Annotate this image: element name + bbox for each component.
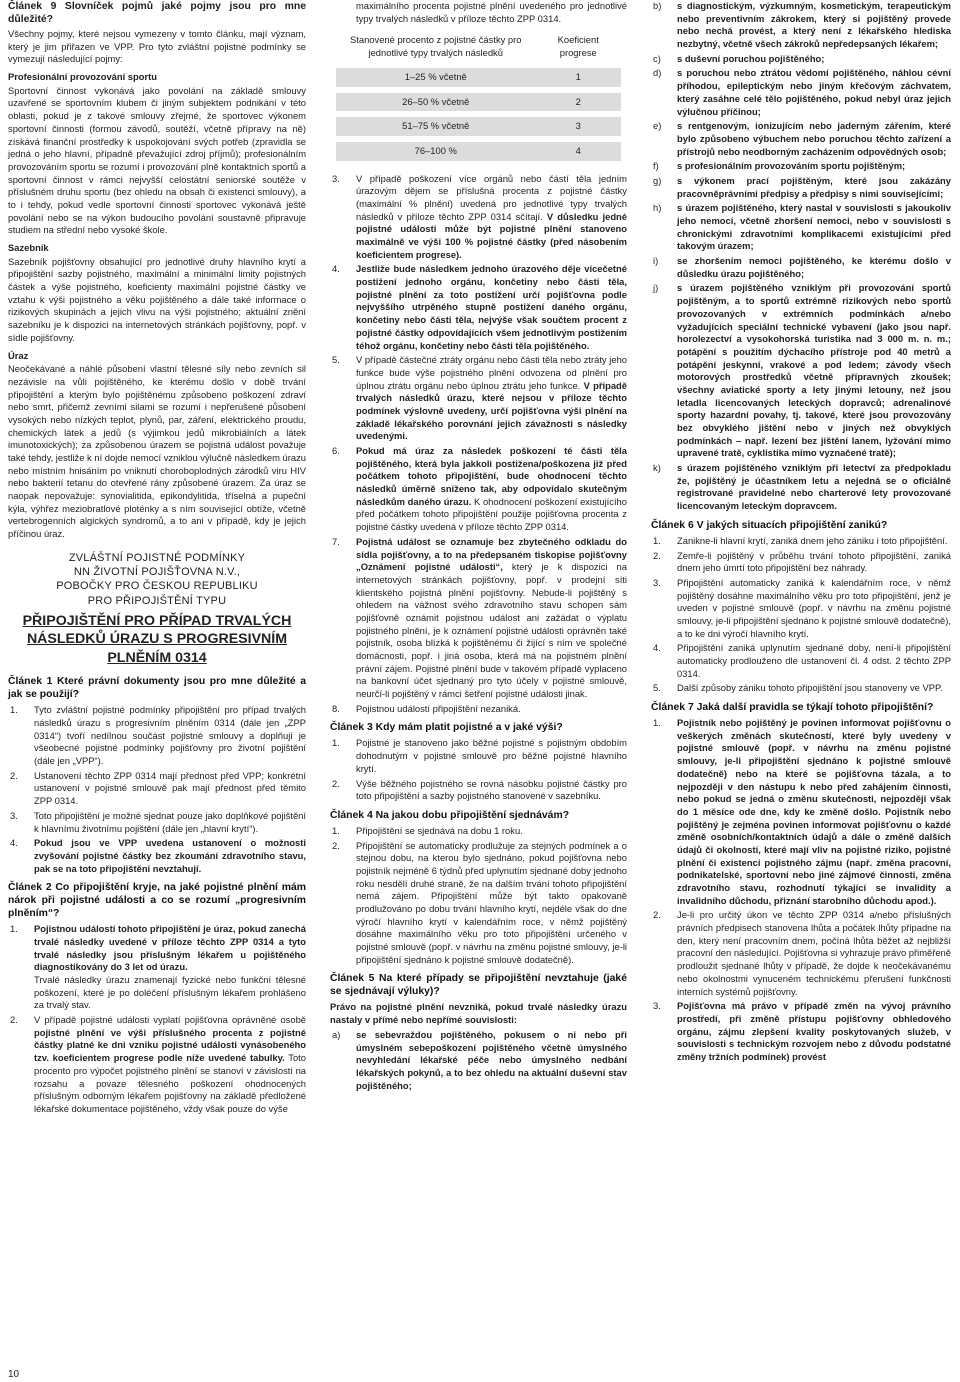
list-item: 2. Je-li pro určitý úkon ve těchto ZPP 0314 a/nebo příslušných právních předpisech stanovena lhůta a počátek lhůty připadne na den, který není pracovním dnem, počíná lhůta běžet až nejbližší pracovní den následující. Pojišťovna si vyhrazuje právo přiměřeně prodloužit sjednané lhůty v případě, že dojde k neočekávanému nebo okolnostmi vynuceném technickému přerušení funkčnosti interních systémů pojišťovny. [653, 909, 951, 997]
lettered-list [651, 0, 951, 513]
term-heading: Profesionální provozování sportu [8, 71, 157, 83]
list-item: 1. Připojištění se sjednává na dobu 1 roku. [332, 824, 523, 836]
list-item: 2. Připojištění se automaticky prodlužuje za stejných podmínek a o stejnou dobu, na kterou bylo sjednáno, pokud pojišťovna nebo pojistník nejméně 6 týdnů před uplynutím sjednané doby jednoho roku nesdělí druhé straně, že na dalším trvání tohoto připojištění nemá zájem. Připojištění může být takto opakovaně prodlužováno po dobu trvání hlavního krytí, nejdéle však do dne výročí hlavního krytí v kalendářním roce, v němž pojištěný dosáhne maximálního věku pro toto připojištění určeného v pojistné smlouvě (popř. v návrhu na změnu pojistné smlouvy, je-li připojištění sjednáno k pojistné smlouvě dodatečně). [332, 839, 627, 965]
list-item: 1. Tyto zvláštní pojistné podmínky připojištění pro případ trvalých následků úrazu s progresivním plněním 0314 (dále jen „ZPP 0314“) tvoří nedílnou součást pojistné smlouvy a doplňují je všeobecné pojistné podmínky pojišťovny pro životní pojištění (dále jen „VPP“). [10, 704, 306, 767]
main-title-line: PLNĚNÍM 0314 [107, 649, 207, 666]
table-row: 51–75 % včetně 3 [336, 114, 621, 139]
table-header-coefficient: Koeficient progrese [536, 31, 622, 64]
list-item: i) se zhoršením nemoci pojištěného, ke kterému došlo v důsledku úrazu pojištěného; [653, 255, 951, 279]
list-item: f) s profesionálním provozováním sportu pojištěným; [653, 160, 906, 172]
paragraph: Právo na pojistné plnění nevzniká, pokud trvalé následky úrazu nastaly v přímé nebo nepřímé souvislosti: [330, 1001, 627, 1026]
table-header-percent: Stanovené procento z pojistné částky pro jednotlivé typy trvalých následků [336, 31, 536, 64]
list-item: 3. Pojišťovna má právo v případě změn na vývoj právního prostředí, při změně přístupu pojišťovny obhledového orgánu, zájmu zlepšení kvality poskytovaných služeb, v souvislosti s technickým rozvojem nebo z důvodu podstatné změny tržních podmínek) provést [653, 1000, 951, 1062]
list-item: j) s úrazem pojištěného vzniklým při provozování sportů pojištěným, a to sportů extrémně rizikových nebo sportů provozovaných v extrémních podmínkách a/nebo vyžadujících speciální technické vybavení (jako jsou např. horolezectví a vysokohorská turistika nad 3 000 m. n. m.; potápění s použitím dýchacího přístroje pod 40 metrů a potápění jeskynní, vrakové a pod ledem; závody všech motorových prostředků včetně přípravných zkoušek; všechny aviatické sporty a lety jinými letouny, než jsou letadla licencovaných leteckých dopravců; adrenalinové sporty hazardní povahy, tj. takové, které jsou provozovány bez obvyklého jištění nebo v jiných než obvyklých podmínkách – např. lezení bez jištění lanem, lyžování mimo upravené tratě, cyklistika mimo vyznačené tratě); [653, 282, 951, 459]
term-heading: Úraz [8, 349, 29, 361]
term-heading: Sazebník [8, 242, 49, 253]
list-item: h) s úrazem pojištěného, který nastal v souvislosti s jakoukoliv jeho nemocí, včetně zhoršení nemoci, nebo v souvislosti s chronickými zdravotními komplikacemi existujícími před takovým úrazem; [653, 202, 951, 252]
list-item: 1. Pojistné je stanoveno jako běžné pojistné s pojistným obdobím dohodnutým v pojistné smlouvě pro běžné pojistné hlavního krytí. [332, 737, 627, 774]
title-line: POBOČKY PRO ČESKOU REPUBLIKU [56, 580, 258, 593]
list-item: 5. V případě částečné ztráty orgánu nebo části těla nebo ztráty jeho funkce bude výše pojistného plnění odvozena od plnění pro úplnou ztrátu orgánu nebo úplnou ztrátu jeho funkce. V případě trvalých následků úrazu, které nejsou v příloze těchto podmínek výslovně uvedeny, určí pojišťovna výši plnění na základě lékařského porovnání jejich závažnosti s následky uvedenými. [332, 354, 627, 442]
main-title-line: PŘIPOJIŠTĚNÍ PRO PŘÍPAD TRVALÝCH [22, 613, 292, 629]
list-item: k) s úrazem pojištěného vzniklým při letectví za předpokladu že, pojištěný je účastníkem letu a nejedná se o oficiálně registrované pravidelné nebo charterové lety provozované licencovaným leteckým dopravcem. [653, 462, 951, 512]
numbered-list [651, 717, 951, 1064]
column-right [651, 0, 951, 1066]
list-item: 4. Připojištění zaniká uplynutím sjednané doby, není-li připojištění automaticky prodlouženo dle ustanovení čl. 4 odst. 2 těchto ZPP 0314. [653, 642, 951, 679]
numbered-list [651, 535, 951, 695]
list-item: d) s poruchou nebo ztrátou vědomí pojištěného, náhlou cévní příhodou, epileptickým nebo jiným křečovým záchvatem, který zasáhne celé tělo pojištěného, pokud nebyl úraz jejich výlučnou příčinou; [653, 67, 951, 117]
numbered-list [8, 923, 306, 1115]
list-item: 1. Zanikne-li hlavní krytí, zaniká dnem jeho zániku i toto připojištění. [653, 534, 948, 546]
list-item: 2. Ustanovení těchto ZPP 0314 mají přednost před VPP; konkrétní ustanovení v pojistné smlouvě pak mají přednost před těmito ZPP 0314. [10, 769, 306, 807]
title-line: NN ŽIVOTNÍ POJIŠŤOVNA N.V., [73, 566, 241, 579]
title-line: ZVLÁŠTNÍ POJISTNÉ PODMÍNKY [68, 551, 246, 564]
list-item: a) se sebevraždou pojištěného, pokusem o ni nebo při úmyslném sebepoškození pojištěného včetně úmyslného nevyhledání lékařské péče nebo úmyslného nedbání lékařských pokynů, a to bez ohledu na aktuální duševní stav pojištěného; [332, 1028, 627, 1091]
progression-table [336, 31, 621, 166]
numbered-list [8, 704, 306, 875]
numbered-list [330, 825, 627, 967]
list-item: 4. Pokud jsou ve VPP uvedena ustanovení o možnosti zvyšování pojistné částky bez zkoumání zdravotního stavu, pak se na toto připojištění nevztahují. [10, 837, 306, 874]
list-item: g) s výkonem prací pojištěným, které jsou zakázány pracovněprávními předpisy a předpisy s nimi souvisejícími; [653, 174, 951, 199]
article-6-heading: Článek 6 V jakých situacích připojištění zanikú? [651, 519, 888, 531]
paragraph: Všechny pojmy, které nejsou vymezeny v tomto článku, mají význam, který je jim přiřazen ve VPP. Pro tyto zvláštní pojistné podmínky se vymezují následující pojmy: [8, 28, 306, 65]
column-left [8, 0, 306, 1118]
table-row: 76–100 % 4 [336, 139, 621, 164]
numbered-list [330, 737, 627, 802]
list-item: b) s diagnostickým, výzkumným, kosmetickým, terapeutickým nebo preventivním zákrokem, který si pojištěný provede nebo nechá provést, a který není z lékařského hlediska nezbytný, včetně všech zákroků nepředepsaných lékařem; [653, 0, 951, 50]
paragraph: Sazebník pojišťovny obsahující pro jednotlivé druhy hlavního krytí a připojištění sazby pojistného, maximální a minimální limity pojistných částek a výše pojistného, koeficienty maximální pojistné částky ve vztahu k výši pojistného a věku pojištěného a dále také informace o rizikových skupinách a jejich vlivu na výši pojistného; aktuální znění sazebníku je k dispozici na internetových stránkách pojišťovny, popř. v sídle pojišťovny. [8, 255, 306, 343]
article-4-heading: Článek 4 Na jakou dobu připojištění sjednávám? [330, 809, 570, 821]
list-item: 3. Toto připojištění je možné sjednat pouze jako doplňkové pojištění k hlavnímu životnímu pojištění (dále jen „hlavní krytí“). [10, 809, 306, 834]
list-item: 3. Připojištění automaticky zaniká k kalendářním roce, v němž pojištěný dosáhne maximálního věku pro toto připojištění, jenž je uveden v pojistné smlouvě (popř. v návrhu na změnu pojistné smlouvy, je-li připojištění sjednáno k pojistné smlouvě dodatečně), a to ke dni výročí hlavního krytí. [653, 576, 951, 639]
table-row: 26–50 % včetně 2 [336, 90, 621, 115]
article-2-heading: Článek 2 Co připojištění kryje, na jaké pojistné plnění mám nárok při pojistné události a co se rozumí „progresivním plněním“? [8, 882, 306, 920]
list-item: 1. Pojistnou událostí tohoto připojištění je úraz, pokud zanechá trvalé následky uvedené v příloze těchto ZPP 0314 a tyto trvalé následky jsou příslušným lékařem u pojištěného diagnostikovány do 3 let od úrazu. Trvalé následky úrazu znamenají fyzické nebo funkční tělesné poškození, které je po doléčení příslušným lékařem prohlášeno za trvalý stav. [10, 923, 306, 1011]
page-number: 10 [8, 1369, 20, 1380]
list-item: 5. Další způsoby zániku tohoto připojištění jsou stanoveny ve VPP. [653, 682, 943, 694]
article-5-heading: Článek 5 Na které případy se připojištění nevztahuje (jaké se sjednávají výluky)? [330, 973, 627, 998]
title-line: PRO PŘIPOJIŠTĚNÍ TYPU [87, 594, 227, 607]
lettered-list [330, 1029, 627, 1092]
table-row: 1–25 % včetně 1 [336, 65, 621, 90]
column-middle [330, 0, 627, 1094]
paragraph: maximálního procenta pojistné plnění uvedeného pro jednotlivé typy trvalých následků v příloze těchto ZPP 0314. [356, 0, 627, 24]
article-1-heading: Článek 1 Které právní dokumenty jsou pro mne důležité a jak se použijí? [8, 676, 306, 701]
list-item: 1. Pojistník nebo pojištěný je povinen informovat pojišťovnu o veškerých změnách skutečností, které byly uvedeny v pojistné smlouvě (popř. v návrhu na změnu pojistné smlouvy, je-li připojištění sjednáno k pojistné smlouvě dodatečně) nebo na které se pojišťovna tázala, a to nejpozději v den nástupu k nebo před zahájením činnosti, nebo pokud se jedná o změnu skutečnosti, nejpozději však do 1 měsíce ode dne, kdy ke změně došlo. Pojistník nebo pojištěný je zejména povinen informovat pojišťovnu o každé změně osobních/kontaktních údajů a dále o změně dalších údajů či okolností, které mají vliv na pojistné riziko, pojistné plnění či existenci pojistného zájmu (např. změna pracovní, podnikatelské, sportovní nebo jiné zájmové činnosti, změna zdravotního stavu, rozhodnutí týkající se invalidity a invalidního důchodu, přiznání starobního důchodu apod.). [653, 717, 951, 906]
paragraph: Sportovní činnost vykonává jako povolání na základě smlouvy uzavřené se sportovním klubem či jiným subjektem podnikání v této oblasti, pokud je z takové smlouvy zřejmé, že sportovec výkonem sportovní činnosti (formou závodů, soutěží, včetně přípravy na ně) získává finanční prostředky k uspokojování svých potřeb (zpravidla se jedná o jeho hlavní, případně převažující zdroj příjmů); profesionálním provozováním sportu se rozumí i provozování plně kontaktních sportů a sportovní činnost v rámci nejvyšší celostátní seniorské soutěže v příslušném druhu sportu (bez ohledu na obsah či existenci smlouvy), a to i tehdy, pokud vedle sportovní činnosti sportovec vykonává ještě povolání nebo se na výkon budoucího povolání soustavně připravuje studiem na střední nebo vysoké škole. [8, 84, 306, 236]
list-item: 8. Pojistnou událostí připojištění nezaniká. [332, 702, 521, 714]
main-title-line: NÁSLEDKŮ ÚRAZU S PROGRESIVNÍM [26, 631, 288, 648]
list-item: 3. V případě poškození více orgánů nebo částí těla jedním úrazovým dějem se příslušná procenta z pojistné částky (maximální % plnění) uvedená pro jednotlivé typy trvalých následků v příloze těchto ZPP 0314 sčítají. V důsledku jedné pojistné události může být pojistné plnění stanoveno maximálně ve výši 100 % pojistné částky (před násobením koeficientem progrese). [332, 172, 628, 260]
list-item: 2. Zemře-li pojištěný v průběhu trvání tohoto připojištění, zaniká dnem jeho úmrtí toto připojištění bez náhrady. [653, 549, 951, 574]
list-item: 6. Pokud má úraz za následek poškození té části těla pojištěného, která byla jakkoli postižena/poškozena již před počátkem tohoto připojištění, bude ohodnocení těchto následků úměrně sníženo tak, aby odpovídalo skutečným následkům daného úrazu. K ohodnocení poškození existujícího před počátkem tohoto připojištění použije pojišťovna procenta z pojistné částky uvedená v příloze těchto ZPP 0314. [332, 445, 627, 533]
article-9-heading: Článek 9 Slovníček pojmů jaké pojmy jsou pro mne důležité? [8, 1, 306, 25]
list-item: 2. Výše běžného pojistného se rovná násobku pojistné částky pro toto připojištění a sazby pojistného stanovené v sazebníku. [332, 777, 627, 802]
list-item: 7. Pojistná událost se oznamuje bez zbytečného odkladu do sídla pojišťovny, a to na předepsaném tiskopise pojišťovny „Oznámení pojistné události“, který je k dispozici na internetových stránkách pojišťovny, popř. v prodejní síti klientského pojistná plnění pojišťovny. Nebude-li pojištěný s ohledem na vážnost svého zdravotního stavu schopen sám pojišťovně oznámit pojistnou událost ani zažádat o výplatu pojistného plnění, je k oznámení pojistné události oprávněn také pojistník, osoba blízká k pojištěnému či žijící s ním ve společné domácnosti, popř. i jiná osoba, která má na pojistném plnění právní zájem. Pojistné plnění bude v takovém případě vyplaceno na bankovní účet sjednaný pro tyto účely v pojistné smlouvě, neurčí-li pojištěný v rámci šetření pojistné události jinak. [332, 535, 627, 700]
list-item: e) s rentgenovým, ionizujícím nebo jaderným zářením, které bylo způsobeno výbuchem nebo poruchou těchto zařízení a přístrojů nebo neodborným zacházením odpovědných osob; [653, 120, 951, 157]
numbered-list [330, 173, 627, 716]
list-item: 4. Jestliže bude následkem jednoho úrazového děje vícečetné postižení jednoho orgánu, končetiny nebo části těla, pojistné plnění za toto postižení určí pojišťovna podle nejvyššího utrpěného stupně postižení daného orgánu, končetiny nebo části těla, nejvýše však součtem procent z pojistné částky odpovídajících všem jednotlivým postižením téhož orgánu, končetiny nebo části těla pojištěného. [332, 263, 627, 351]
list-item: 2. V případě pojistné události vyplatí pojišťovna oprávněné osobě pojistné plnění ve výši příslušného procenta z pojistné částky platné ke dni vzniku pojistné události vynásobeného tzv. koeficientem progrese podle níže uvedené tabulky. Toto procento pro výpočet pojistného plnění se stanoví v závislosti na rozsahu a povaze tělesného poškození ohodnocených příslušným odborným lékařem pojišťovny na základě předložené lékařské dokumentace pojištěného, vždy však pouze do výše [10, 1014, 306, 1114]
article-7-heading: Článek 7 Jaká další pravidla se týkají tohoto připojištění? [651, 702, 934, 714]
list-item: c) s duševní poruchou pojištěného; [653, 52, 825, 64]
main-title [8, 612, 306, 667]
article-3-heading: Článek 3 Kdy mám platit pojistné a v jaké výši? [330, 722, 563, 734]
document-title [8, 551, 306, 608]
paragraph: Neočekávané a náhlé působení vlastní tělesné síly nebo zevních sil nezávisle na vůli pojištěného, ke kterému došlo v době trvání připojištění a kterým bylo pojištěnému způsobeno poškození zdraví nebo smrt, přičemž zevními silami se rozumí i nepřerušené působení vysokých nebo nízkých teplot, plynů, par, záření, elektrického proudu, chemických látek a jedů (s výjimkou jedů mikrobiálních a látek imunotoxických); za způsobenou úrazem se pojistná událost považuje také tehdy, jestliže k ní dojde nemocí vzniklou výlučně následkem úrazu nebo místním hnisáním po vniknutí choroboplodných zárodků viru HIV nebo bakterií tetanu do otevřené rány způsobené úrazem. Za úraz se naopak nepovažuje: synovialitida, epikondylitida, tříselná a pupeční kýla, výhřez meziobratlové ploténky a s ním související obtíže, včetně vertebrogenních algických syndromů, a to ani v případě, kdy je jejich příčinou úraz. [8, 363, 306, 540]
